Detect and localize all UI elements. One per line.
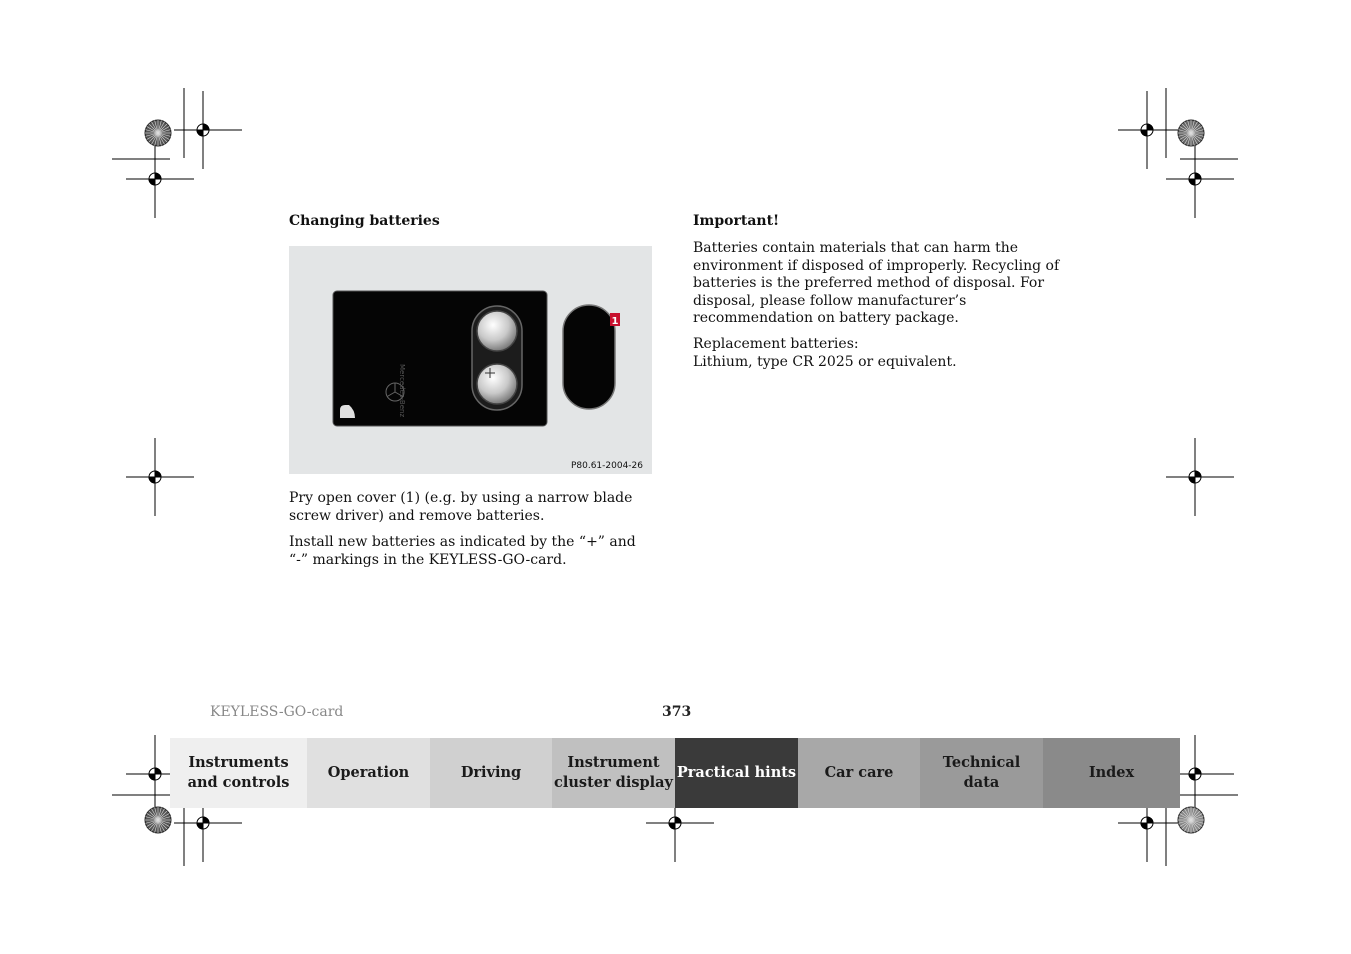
instruction-paragraph-2: Install new batteries as indicated by the “+” and “-” markings in the KEYLESS-GO-card. bbox=[289, 534, 636, 568]
tab-driving[interactable]: Driving bbox=[430, 738, 552, 808]
page-number: 373 bbox=[662, 704, 692, 720]
important-heading: Important! bbox=[693, 213, 780, 229]
important-paragraph: Batteries contain materials that can harm the environment if disposed of improperly. Recycling of batteries is the preferred method of disposal. For disposal, please follow manufacturer’s recommendation on battery package. bbox=[693, 240, 1060, 326]
figure-code: P80.61-2004-26 bbox=[570, 461, 643, 471]
tab-instruments-and-controls[interactable]: Instruments and controls bbox=[170, 738, 307, 808]
battery-bottom bbox=[477, 364, 517, 404]
tab-practical-hints[interactable]: Practical hints bbox=[675, 738, 798, 808]
battery-figure bbox=[289, 246, 652, 474]
section-heading: Changing batteries bbox=[289, 213, 440, 229]
tab-index[interactable]: Index bbox=[1043, 738, 1180, 808]
instruction-paragraph-1: Pry open cover (1) (e.g. by using a narrow blade screw driver) and remove batteries. bbox=[289, 490, 633, 524]
replacement-batteries: Replacement batteries: Lithium, type CR 2025 or equivalent. bbox=[693, 336, 957, 370]
tab-operation[interactable]: Operation bbox=[307, 738, 430, 808]
brand-text: Mercedes-Benz bbox=[398, 364, 406, 418]
battery-cover bbox=[563, 305, 615, 409]
battery-top bbox=[477, 311, 517, 351]
tab-technical-data[interactable]: Technical data bbox=[920, 738, 1043, 808]
callout-number: 1 bbox=[611, 316, 619, 327]
chapter-tab-bar bbox=[170, 738, 1180, 808]
footer-section-title: KEYLESS-GO-card bbox=[210, 704, 344, 720]
tab-instrument-cluster-display[interactable]: Instrument cluster display bbox=[552, 738, 675, 808]
tab-car-care[interactable]: Car care bbox=[798, 738, 920, 808]
keyless-go-card-illustration bbox=[289, 246, 652, 474]
